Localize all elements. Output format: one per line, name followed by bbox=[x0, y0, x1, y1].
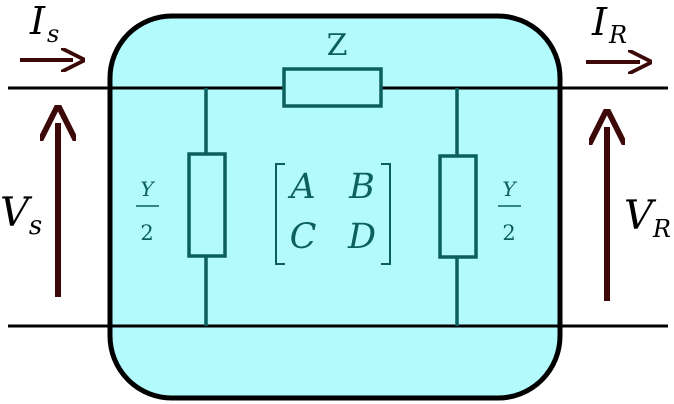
recv-current-symbol: I bbox=[592, 0, 608, 44]
svg-text:IR bbox=[591, 0, 627, 49]
matrix-b: B bbox=[349, 167, 375, 207]
matrix-c: C bbox=[289, 217, 317, 257]
svg-text:VR bbox=[624, 193, 671, 243]
matrix-d: D bbox=[347, 217, 377, 257]
matrix-a: A bbox=[290, 167, 316, 207]
series-impedance-label: Z bbox=[326, 28, 348, 63]
shunt-right-denominator: 2 bbox=[502, 221, 516, 245]
send-voltage-subscript: s bbox=[28, 211, 43, 241]
send-voltage-label bbox=[0, 190, 42, 241]
shunt-left-numerator: Y bbox=[140, 177, 154, 201]
svg-text:Is bbox=[29, 0, 59, 48]
series-impedance bbox=[284, 69, 381, 106]
shunt-left-denominator: 2 bbox=[140, 221, 154, 245]
send-voltage-symbol: V bbox=[0, 190, 29, 236]
recv-voltage-label bbox=[624, 193, 671, 243]
send-current-label bbox=[29, 0, 59, 48]
recv-current-label bbox=[591, 0, 627, 49]
send-current-subscript: s bbox=[47, 20, 60, 48]
recv-voltage-symbol: V bbox=[624, 193, 653, 239]
send-current-symbol: I bbox=[30, 0, 46, 43]
left-shunt-admittance bbox=[189, 154, 225, 256]
recv-voltage-subscript: R bbox=[652, 215, 671, 243]
recv-current-subscript: R bbox=[609, 21, 628, 49]
shunt-right-numerator: Y bbox=[502, 177, 516, 201]
svg-text:Vs bbox=[0, 190, 42, 241]
right-shunt-admittance bbox=[440, 156, 476, 257]
